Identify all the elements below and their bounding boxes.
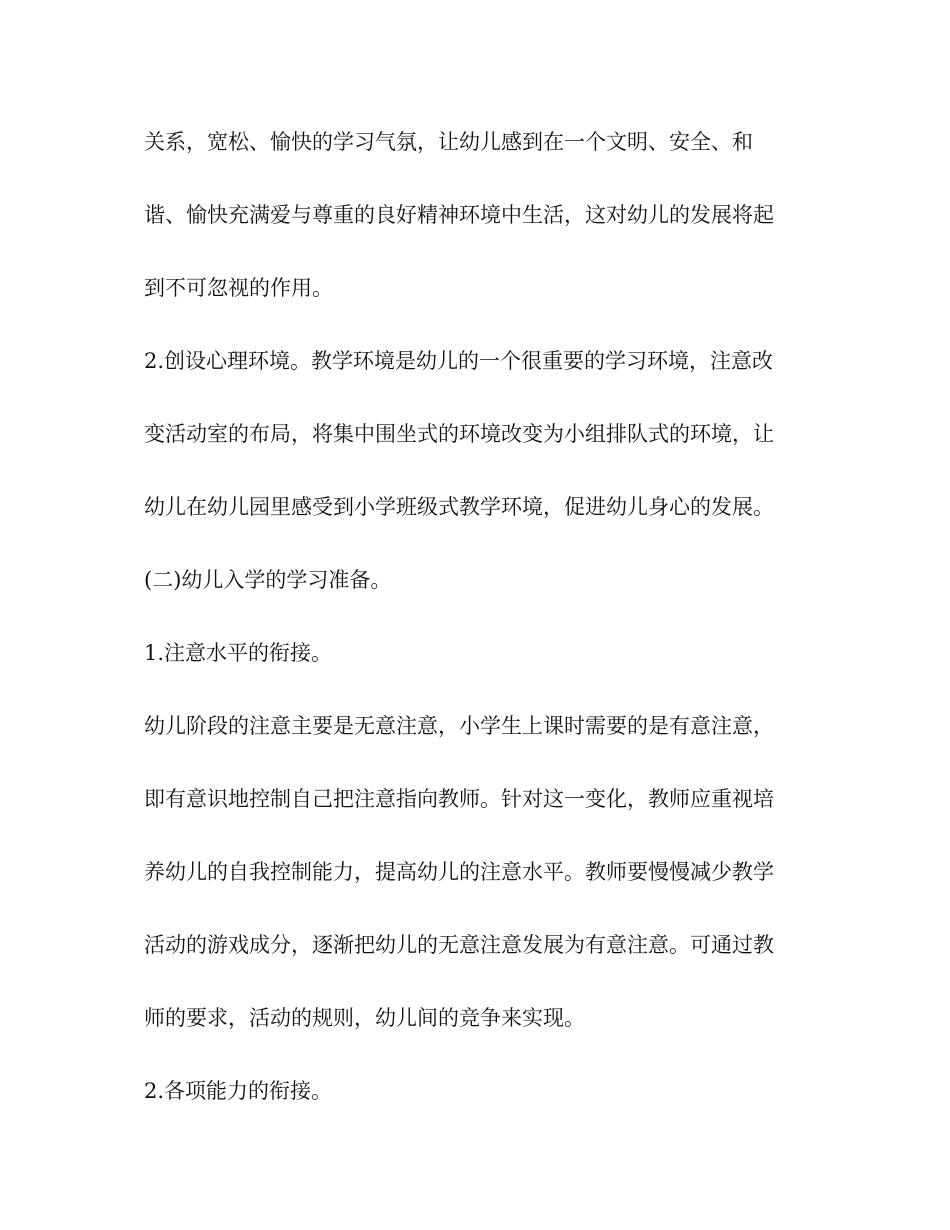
text-line-3: 到不可忽视的作用。 — [144, 276, 333, 300]
text-line-6: 幼儿在幼儿园里感受到小学班级式教学环境，促进幼儿身心的发展。 — [144, 495, 774, 519]
text-line-13: 师的要求，活动的规则，幼儿间的竞争来实现。 — [144, 1006, 585, 1030]
text-line-9: 幼儿阶段的注意主要是无意注意，小学生上课时需要的是有意注意， — [144, 714, 774, 738]
text-line-2: 谐、愉快充满爱与尊重的良好精神环境中生活，这对幼儿的发展将起 — [144, 203, 774, 227]
subsection-heading-1: 1.注意水平的衔接。 — [144, 641, 333, 665]
text-line-1: 关系，宽松、愉快的学习气氛，让幼儿感到在一个文明、安全、和 — [144, 130, 753, 154]
text-line-4: 2.创设心理环境。教学环境是幼儿的一个很重要的学习环境，注意改 — [144, 349, 774, 373]
subsection-heading-2: 2.各项能力的衔接。 — [144, 1079, 333, 1103]
text-line-12: 活动的游戏成分，逐渐把幼儿的无意注意发展为有意注意。可通过教 — [144, 933, 774, 957]
text-line-5: 变活动室的布局，将集中围坐式的环境改变为小组排队式的环境，让 — [144, 422, 774, 446]
document-body — [144, 118, 804, 1140]
text-line-11: 养幼儿的自我控制能力，提高幼儿的注意水平。教师要慢慢减少教学 — [144, 860, 774, 884]
text-line-10: 即有意识地控制自己把注意指向教师。针对这一变化，教师应重视培 — [144, 787, 774, 811]
section-heading: (二)幼儿入学的学习准备。 — [144, 568, 392, 592]
